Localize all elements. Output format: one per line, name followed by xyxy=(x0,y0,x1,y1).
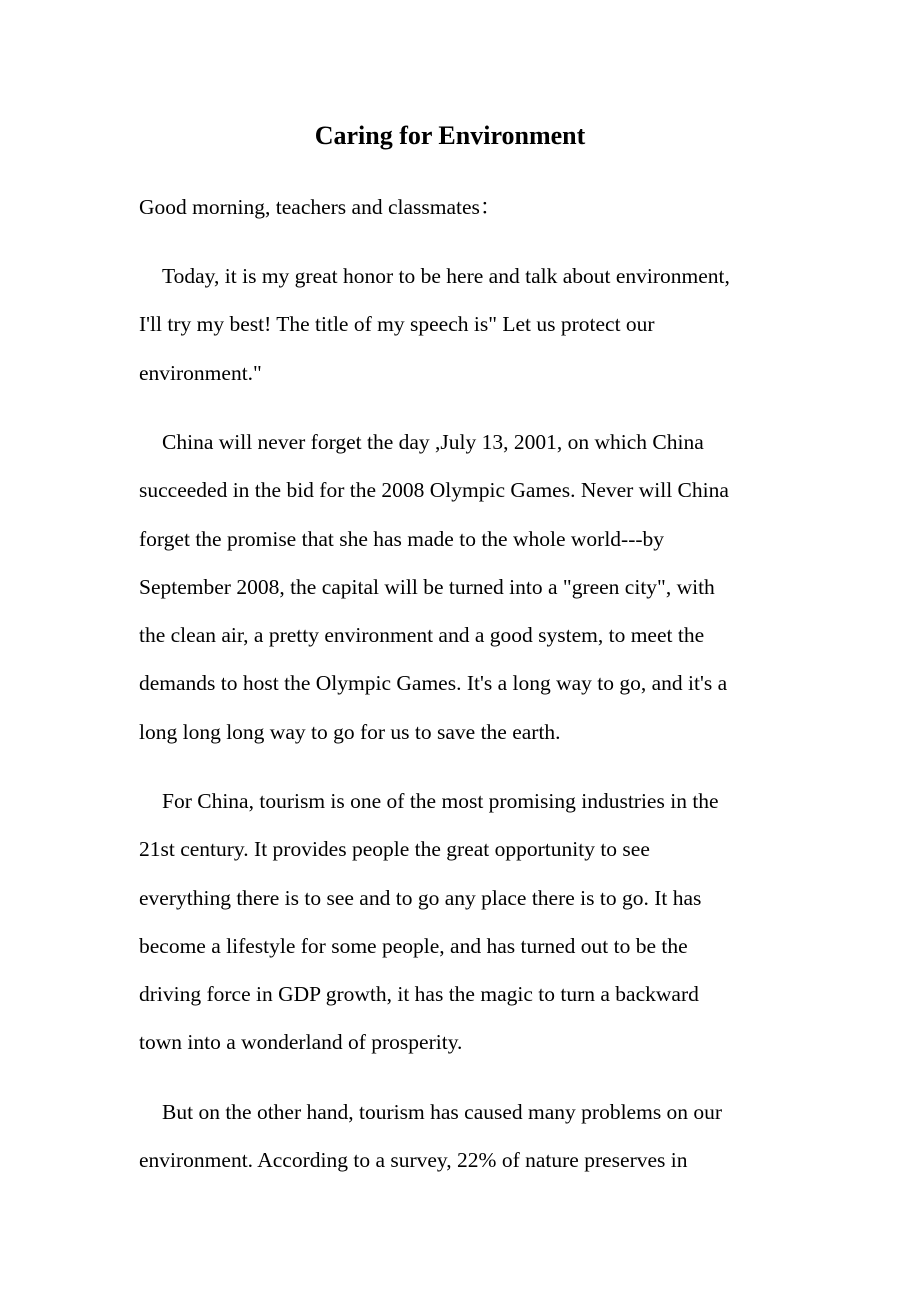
paragraph-line: everything there is to see and to go any place there is to go. It has xyxy=(139,885,702,910)
paragraph-line: driving force in GDP growth, it has the magic to turn a backward xyxy=(139,982,699,1007)
paragraph-2 xyxy=(139,418,789,756)
paragraph-line: China will never forget the day ,July 13, 2001, on which China xyxy=(162,430,704,454)
paragraph-line: environment. According to a survey, 22% of nature preserves in xyxy=(139,1148,688,1173)
paragraph-line: I'll try my best! The title of my speech is" Let us protect our xyxy=(139,312,655,337)
paragraph-line: 21st century. It provides people the great opportunity to see xyxy=(139,837,650,862)
paragraph-3 xyxy=(139,777,789,1067)
paragraph-1 xyxy=(139,252,789,397)
paragraph-line: long long long way to go for us to save the earth. xyxy=(139,719,561,744)
greeting xyxy=(139,183,789,231)
paragraph-line: forget the promise that she has made to the whole world---by xyxy=(139,526,665,551)
paragraph-line: town into a wonderland of prosperity. xyxy=(139,1030,463,1055)
greeting-line: Good morning, teachers and classmates： xyxy=(139,195,502,219)
paragraph-4 xyxy=(139,1088,789,1185)
paragraph-line: succeeded in the bid for the 2008 Olympic Games. Never will China xyxy=(139,478,729,503)
paragraph-line: But on the other hand, tourism has caused many problems on our xyxy=(162,1100,723,1124)
document-title: Caring for Environment xyxy=(314,121,586,150)
paragraph-line: become a lifestyle for some people, and has turned out to be the xyxy=(139,933,688,958)
paragraph-line: demands to host the Olympic Games. It's a long way to go, and it's a xyxy=(139,671,728,696)
paragraph-line: September 2008, the capital will be turned into a "green city", with xyxy=(139,574,715,599)
paragraph-line: environment." xyxy=(139,360,262,385)
paragraph-line: Today, it is my great honor to be here and talk about environment, xyxy=(162,264,730,288)
paragraph-line: the clean air, a pretty environment and a good system, to meet the xyxy=(139,623,705,648)
paragraph-line: For China, tourism is one of the most promising industries in the xyxy=(162,789,719,813)
